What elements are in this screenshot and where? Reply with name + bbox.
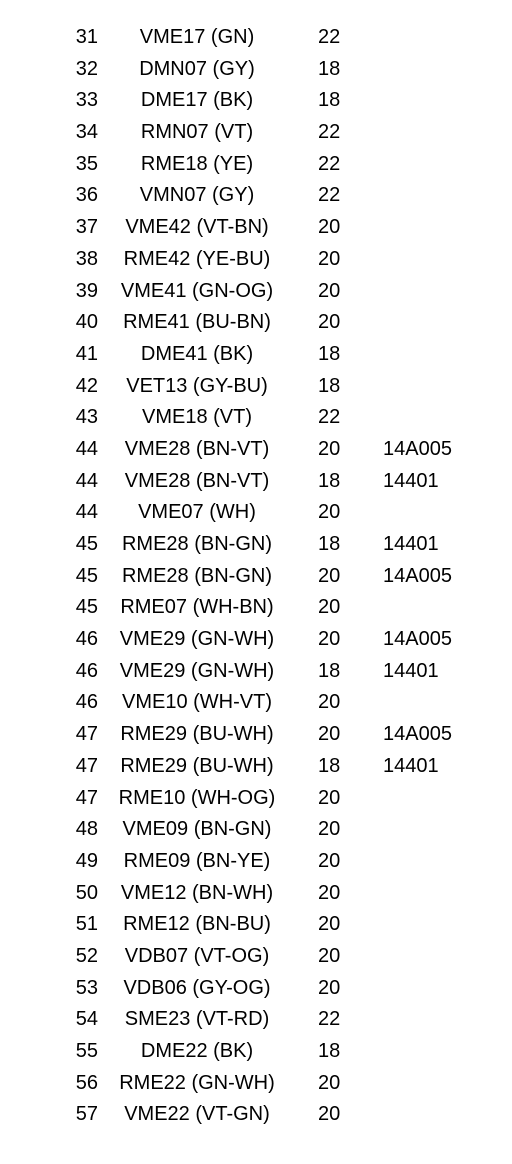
circuit-name: RME22 (GN-WH): [119, 1071, 275, 1094]
wire-gauge: 22: [318, 184, 341, 207]
table-row: [0, 434, 512, 466]
wire-gauge: 20: [318, 786, 341, 809]
table-row: [0, 371, 512, 403]
pin-number: 37: [75, 216, 98, 239]
circuit-name: VME41 (GN-OG): [120, 279, 274, 302]
pin-number: 56: [75, 1071, 98, 1094]
part-number: 14A005: [383, 564, 452, 587]
wire-gauge: 22: [318, 1008, 341, 1031]
pin-number: 31: [75, 26, 98, 48]
table-row: [0, 529, 512, 561]
pin-number: 34: [75, 121, 98, 144]
pin-number: 39: [75, 279, 98, 302]
circuit-name: RME41 (BU-BN): [123, 311, 271, 334]
circuit-name: RME18 (YE): [140, 152, 254, 175]
table-row: [0, 751, 512, 783]
table-row: [0, 941, 512, 973]
table-row: [0, 244, 512, 276]
circuit-name: RME28 (BN-GN): [121, 533, 272, 555]
pin-number: 35: [75, 152, 98, 175]
circuit-name: VME28 (BN-VT): [124, 437, 270, 460]
pin-number: 45: [75, 533, 98, 555]
table-row: [0, 561, 512, 593]
part-number: 14401: [383, 659, 439, 682]
pin-number: 47: [75, 723, 98, 746]
table-row: [0, 402, 512, 434]
table-row: [0, 878, 512, 910]
wire-gauge: 20: [318, 437, 341, 460]
pin-number: 49: [75, 849, 98, 872]
table-row: [0, 783, 512, 815]
wire-gauge: 18: [318, 374, 341, 397]
circuit-name: VME10 (WH-VT): [122, 691, 272, 714]
wire-gauge: 18: [318, 57, 341, 80]
table-row: [0, 117, 512, 149]
circuit-name: RME07 (WH-BN): [120, 596, 274, 619]
wire-gauge: 20: [318, 1071, 341, 1094]
wire-gauge: 18: [318, 1040, 341, 1062]
table-row: [0, 624, 512, 656]
wire-gauge: 20: [318, 881, 341, 904]
part-number: 14401: [383, 533, 439, 555]
pin-number: 45: [75, 564, 98, 587]
wire-gauge: 22: [318, 121, 341, 144]
pin-number: 44: [75, 469, 98, 492]
wire-gauge: 22: [318, 152, 341, 175]
pin-number: 55: [75, 1040, 98, 1062]
wire-gauge: 20: [318, 311, 341, 334]
circuit-name: DME22 (BK): [140, 1040, 254, 1062]
part-number: 14401: [383, 754, 439, 777]
table-row: [0, 85, 512, 117]
pin-number: 46: [75, 628, 98, 651]
table-row: [0, 719, 512, 751]
table-row: [0, 466, 512, 498]
circuit-name: VME29 (GN-WH): [119, 628, 275, 651]
circuit-name: VDB07 (VT-OG): [124, 944, 270, 967]
pin-number: 32: [75, 57, 98, 80]
pin-number: 47: [75, 754, 98, 777]
pin-number: 33: [75, 89, 98, 112]
wire-gauge: 18: [318, 754, 341, 777]
wire-gauge: 20: [318, 501, 341, 524]
circuit-name: RMN07 (VT): [140, 121, 254, 144]
circuit-name: RME29 (BU-WH): [120, 754, 274, 777]
wire-gauge: 20: [318, 976, 341, 999]
table-row: [0, 687, 512, 719]
table-row: [0, 212, 512, 244]
pin-number: 44: [75, 437, 98, 460]
pin-number: 46: [75, 659, 98, 682]
table-row: [0, 592, 512, 624]
circuit-name: VMN07 (GY): [139, 184, 255, 207]
table-row: [0, 497, 512, 529]
pin-number: 57: [75, 1103, 98, 1126]
wire-gauge: 20: [318, 216, 341, 239]
wire-gauge: 18: [318, 659, 341, 682]
circuit-name: VME42 (VT-BN): [125, 216, 269, 239]
circuit-name: RME10 (WH-OG): [118, 786, 276, 809]
wire-gauge: 20: [318, 596, 341, 619]
table-row: [0, 276, 512, 308]
table-row: [0, 1036, 512, 1068]
circuit-name: VME09 (BN-GN): [122, 818, 272, 841]
wire-gauge: 20: [318, 849, 341, 872]
wire-gauge: 22: [318, 26, 341, 48]
circuit-name: VME17 (GN): [139, 26, 255, 48]
circuit-name: RME09 (BN-YE): [123, 849, 271, 872]
table-row: [0, 307, 512, 339]
circuit-name: VME22 (VT-GN): [124, 1103, 270, 1126]
pin-number: 52: [75, 944, 98, 967]
pin-number: 44: [75, 501, 98, 524]
wire-gauge: 20: [318, 818, 341, 841]
table-row: [0, 846, 512, 878]
circuit-name: VME29 (GN-WH): [119, 659, 275, 682]
circuit-name: DMN07 (GY): [139, 57, 255, 80]
wire-gauge: 20: [318, 564, 341, 587]
circuit-name: VME12 (BN-WH): [120, 881, 274, 904]
circuit-name: VME18 (VT): [141, 406, 253, 429]
wire-gauge: 20: [318, 1103, 341, 1126]
circuit-name: DME41 (BK): [140, 342, 254, 365]
pin-number: 47: [75, 786, 98, 809]
circuit-name: RME28 (BN-GN): [121, 564, 272, 587]
pin-number: 48: [75, 818, 98, 841]
table-row: [0, 149, 512, 181]
wire-gauge: 20: [318, 279, 341, 302]
pin-number: 40: [75, 311, 98, 334]
wire-gauge: 20: [318, 691, 341, 714]
pin-number: 51: [75, 913, 98, 936]
pin-number: 38: [75, 247, 98, 270]
table-row: [0, 180, 512, 212]
connector-pinout-table: [0, 22, 512, 1131]
table-row: [0, 814, 512, 846]
circuit-name: VET13 (GY-BU): [126, 374, 268, 397]
wire-gauge: 18: [318, 342, 341, 365]
table-row: [0, 973, 512, 1005]
table-row: [0, 656, 512, 688]
table-row: [0, 909, 512, 941]
wire-gauge: 20: [318, 723, 341, 746]
part-number: 14A005: [383, 437, 452, 460]
pin-number: 54: [75, 1008, 98, 1031]
circuit-name: RME29 (BU-WH): [120, 723, 274, 746]
wire-gauge: 18: [318, 533, 341, 555]
wire-gauge: 20: [318, 628, 341, 651]
circuit-name: RME42 (YE-BU): [123, 247, 271, 270]
circuit-name: VDB06 (GY-OG): [123, 976, 271, 999]
table-row: [0, 339, 512, 371]
part-number: 14A005: [383, 723, 452, 746]
pin-number: 53: [75, 976, 98, 999]
wire-gauge: 18: [318, 469, 341, 492]
table-row: [0, 1068, 512, 1100]
circuit-name: VME28 (BN-VT): [124, 469, 270, 492]
pin-number: 43: [75, 406, 98, 429]
circuit-name: RME12 (BN-BU): [123, 913, 271, 936]
pin-number: 42: [75, 374, 98, 397]
pin-number: 45: [75, 596, 98, 619]
pin-number: 41: [75, 342, 98, 365]
table-row: [0, 1004, 512, 1036]
pin-number: 50: [75, 881, 98, 904]
table-row: [0, 54, 512, 86]
wire-gauge: 20: [318, 247, 341, 270]
table-row: [0, 22, 512, 54]
wire-gauge: 22: [318, 406, 341, 429]
wire-gauge: 20: [318, 944, 341, 967]
wire-gauge: 18: [318, 89, 341, 112]
circuit-name: SME23 (VT-RD): [124, 1008, 270, 1031]
circuit-name: VME07 (WH): [138, 501, 256, 524]
pin-number: 46: [75, 691, 98, 714]
wire-gauge: 20: [318, 913, 341, 936]
circuit-name: DME17 (BK): [140, 89, 254, 112]
part-number: 14A005: [383, 628, 452, 651]
table-row: [0, 1099, 512, 1131]
pin-number: 36: [75, 184, 98, 207]
part-number: 14401: [383, 469, 439, 492]
